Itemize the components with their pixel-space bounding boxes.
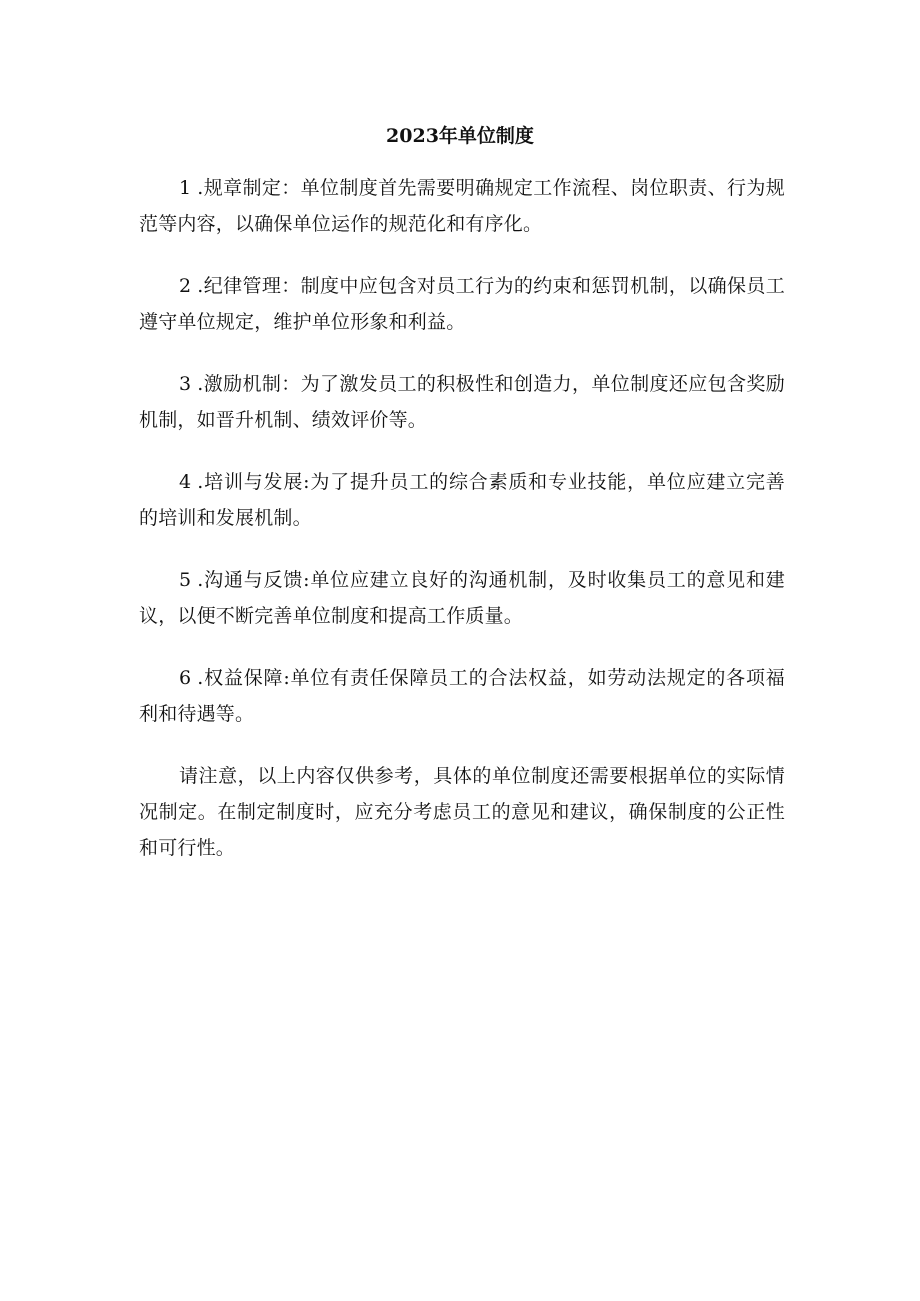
list-item [139, 268, 785, 340]
document-title: 2023年单位制度 [386, 125, 534, 147]
list-item [139, 366, 785, 438]
item-number: 2 [179, 275, 192, 297]
list-item [139, 562, 785, 634]
list-item [139, 464, 785, 536]
list-item [139, 170, 785, 242]
list-item [139, 660, 785, 732]
item-number: 4 [179, 471, 192, 493]
item-text: .沟通与反馈:单位应建立良好的沟通机制，及时收集员工的意见和建议，以便不断完善单位制度和提高工作质量。 [139, 569, 785, 627]
item-text: .纪律管理：制度中应包含对员工行为的约束和惩罚机制，以确保员工遵守单位规定，维护单位形象和利益。 [139, 275, 785, 333]
item-text: .权益保障:单位有责任保障员工的合法权益，如劳动法规定的各项福利和待遇等。 [139, 667, 785, 725]
item-number: 6 [179, 667, 192, 689]
item-text: .培训与发展:为了提升员工的综合素质和专业技能，单位应建立完善的培训和发展机制。 [139, 471, 785, 529]
item-number: 3 [179, 373, 192, 395]
item-text: .激励机制：为了激发员工的积极性和创造力，单位制度还应包含奖励机制，如晋升机制、绩效评价等。 [139, 373, 785, 431]
document-body [139, 170, 785, 892]
item-text: .规章制定：单位制度首先需要明确规定工作流程、岗位职责、行为规范等内容，以确保单位运作的规范化和有序化。 [139, 177, 785, 235]
item-number: 5 [179, 569, 192, 591]
closing-note: 请注意，以上内容仅供参考，具体的单位制度还需要根据单位的实际情况制定。在制定制度时，应充分考虑员工的意见和建议，确保制度的公正性和可行性。 [139, 765, 785, 859]
item-number: 1 [179, 177, 192, 199]
